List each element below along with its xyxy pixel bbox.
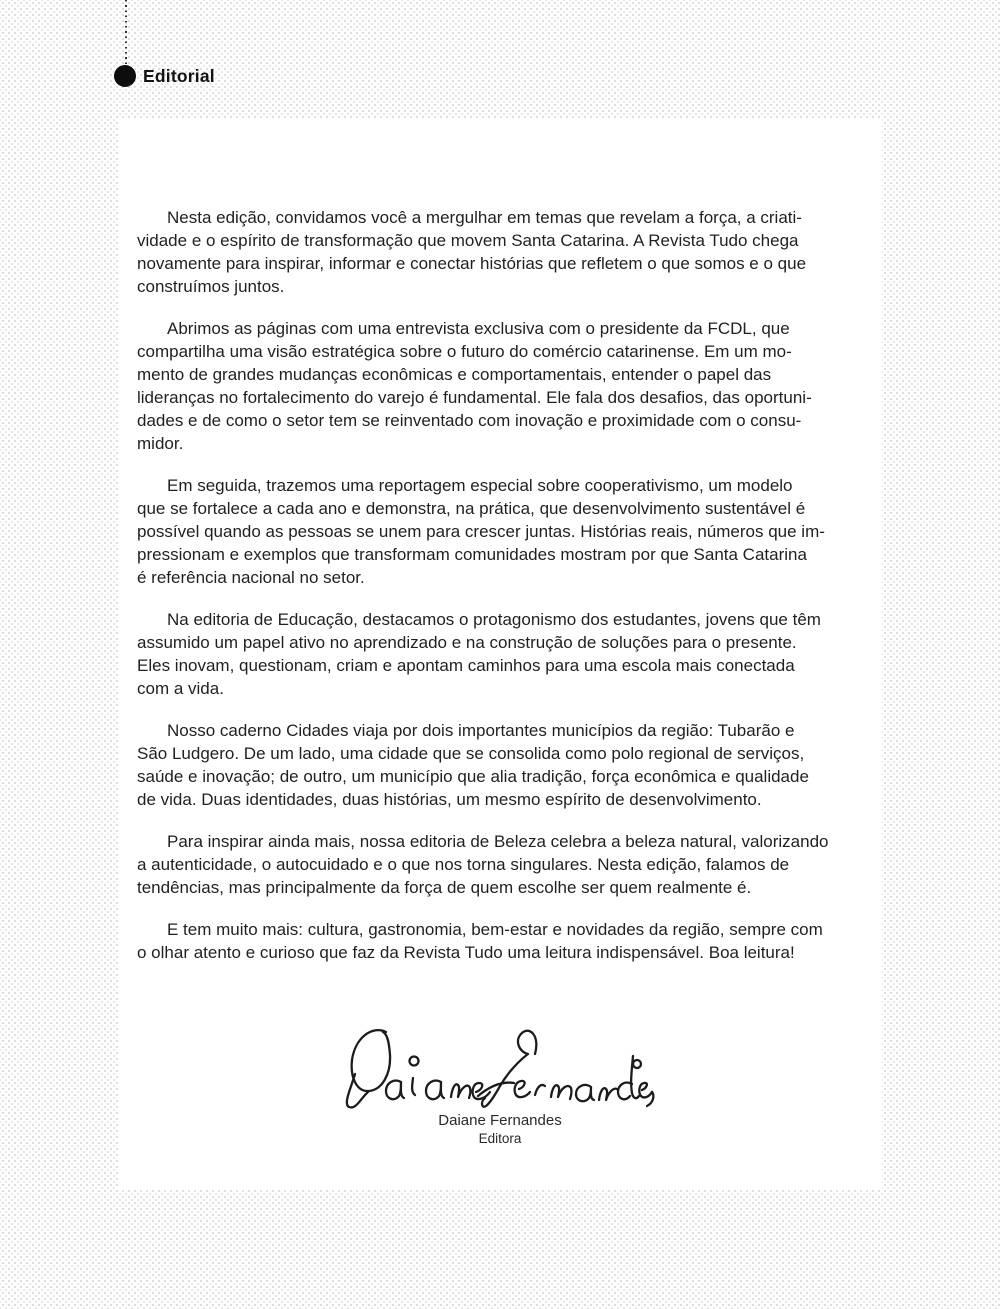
paragraph-line: Eles inovam, questionam, criam e apontam caminhos para uma escola mais conectada bbox=[137, 656, 795, 675]
paragraph-line: o olhar atento e curioso que faz da Revista Tudo uma leitura indispensável. Boa leitura! bbox=[137, 943, 795, 962]
signature-block bbox=[118, 1026, 882, 1147]
paragraph-line: mento de grandes mudanças econômicas e comportamentais, entender o papel das bbox=[137, 365, 772, 384]
paragraph-line: E tem muito mais: cultura, gastronomia, bem-estar e novidades da região, sempre com bbox=[167, 920, 823, 939]
paragraph-line: que se fortalece a cada ano e demonstra, na prática, que desenvolvimento sustentável é bbox=[137, 499, 806, 518]
paragraph bbox=[137, 830, 863, 899]
signature-handwriting-image bbox=[342, 1026, 658, 1110]
paragraph-line: novamente para inspirar, informar e conectar histórias que refletem o que somos e o que bbox=[137, 254, 807, 273]
editorial-header bbox=[114, 65, 215, 87]
dotted-connector-line bbox=[125, 0, 127, 64]
paragraph-line: Em seguida, trazemos uma reportagem especial sobre cooperativismo, um modelo bbox=[167, 476, 793, 495]
paragraph-line: Nesta edição, convidamos você a mergulhar em temas que revelam a força, a criati- bbox=[167, 208, 802, 227]
paragraph bbox=[137, 317, 863, 455]
paragraph-line: com a vida. bbox=[137, 679, 224, 698]
paragraph-line: Para inspirar ainda mais, nossa editoria de Beleza celebra a beleza natural, valorizando bbox=[167, 832, 829, 851]
paragraph-line: de vida. Duas identidades, duas histórias, um mesmo espírito de desenvolvimento. bbox=[137, 790, 762, 809]
paragraph bbox=[137, 918, 863, 964]
paragraph-line: saúde e inovação; de outro, um município que alia tradição, força econômica e qualidade bbox=[137, 767, 809, 786]
paragraph-line: Abrimos as páginas com uma entrevista exclusiva com o presidente da FCDL, que bbox=[167, 319, 790, 338]
paragraph-line: Nosso caderno Cidades viaja por dois importantes municípios da região: Tubarão e bbox=[167, 721, 795, 740]
paragraph-line: lideranças no fortalecimento do varejo é fundamental. Ele fala dos desafios, das oportuni- bbox=[137, 388, 812, 407]
paragraph-line: pressionam e exemplos que transformam comunidades mostram por que Santa Catarina bbox=[137, 545, 807, 564]
paragraph-line: São Ludgero. De um lado, uma cidade que se consolida como polo regional de serviços, bbox=[137, 744, 805, 763]
paragraph-line: midor. bbox=[137, 434, 184, 453]
paragraph bbox=[137, 474, 863, 589]
paragraph-line: é referência nacional no setor. bbox=[137, 568, 365, 587]
editorial-body bbox=[118, 118, 882, 964]
paragraph-line: possível quando as pessoas se unem para crescer juntas. Histórias reais, números que im- bbox=[137, 522, 825, 541]
paragraph-line: dades e de como o setor tem se reinventado com inovação e proximidade com o consu- bbox=[137, 411, 802, 430]
paragraph bbox=[137, 719, 863, 811]
paragraph-line: tendências, mas principalmente da força de quem escolhe ser quem realmente é. bbox=[137, 878, 752, 897]
bullet-circle-icon bbox=[114, 65, 136, 87]
paragraph-line: a autenticidade, o autocuidado e o que nos torna singulares. Nesta edição, falamos de bbox=[137, 855, 790, 874]
paragraph-line: assumido um papel ativo no aprendizado e na construção de soluções para o presente. bbox=[137, 633, 797, 652]
paragraph-line: vidade e o espírito de transformação que movem Santa Catarina. A Revista Tudo chega bbox=[137, 231, 799, 250]
editorial-card bbox=[118, 118, 882, 1190]
paragraph-line: Na editoria de Educação, destacamos o protagonismo dos estudantes, jovens que têm bbox=[167, 610, 821, 629]
signature-name: Daiane Fernandes bbox=[438, 1112, 562, 1129]
paragraph-line: construímos juntos. bbox=[137, 277, 285, 296]
paragraph-line: compartilha uma visão estratégica sobre o futuro do comércio catarinense. Em um mo- bbox=[137, 342, 792, 361]
section-title: Editorial bbox=[143, 65, 215, 86]
paragraph bbox=[137, 206, 863, 298]
signature-role: Editora bbox=[478, 1131, 522, 1146]
paragraph bbox=[137, 608, 863, 700]
